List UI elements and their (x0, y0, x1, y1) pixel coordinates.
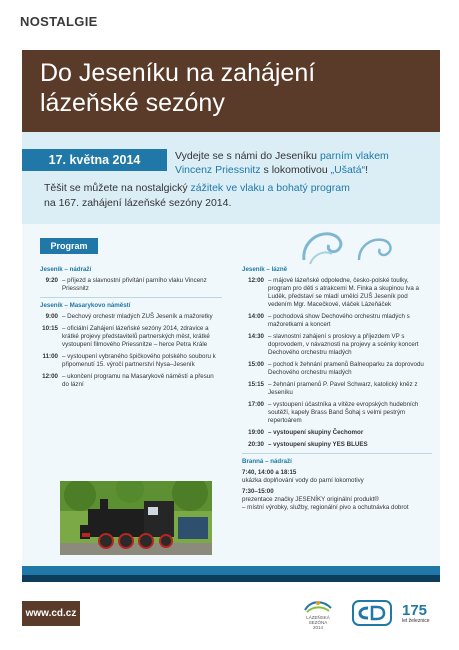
schedule-text: – příjezd a slavnostní přivítání parního vlaku Vincenz Priessnitz (62, 277, 207, 292)
logo-text: NOSTALGIE (20, 14, 98, 29)
schedule-time: 12:00 (248, 277, 264, 284)
schedule-text: – vystoupení účastníka a vítěze evropských hudebních soutěží, kapely Brass Band Šohaj s velmi pestrým repertoárem (268, 401, 419, 424)
schedule-time: 20:30 (248, 441, 264, 448)
schedule-time: 15:15 (248, 381, 264, 388)
intro-line-2 (175, 163, 368, 177)
schedule-time: 17:00 (248, 401, 264, 408)
schedule-time: 15:00 (248, 361, 264, 368)
branna-line-5: – místní výrobky, služby, regionální pivo a ochutnávka dobrot (242, 504, 409, 511)
intro-line-1 (175, 149, 389, 163)
schedule-time: 10:15 (42, 325, 58, 332)
program-left-column (40, 266, 222, 393)
schedule-item (40, 313, 222, 321)
schedule-item (40, 277, 222, 293)
schedule-time: 14:00 (248, 313, 264, 320)
spa-logo-line-2: 2014 (312, 625, 323, 630)
wave-ornament-icon (300, 226, 348, 268)
schedule-text: – oficiální Zahájení lázeňské sezóny 2014, zdravice a krátké projevy představitelů partnerských měst, krátké vystoupení filmového Priessnitze – herce Petra Krále (62, 325, 210, 348)
schedule-text: – májové lázeňské odpoledne, česko-polské toulky, program pro děti s atrakcemi M. Finka a skupinou Iva a Luděk, představí se mladí umělci ZUŠ Jeseník pod vedením Mgr. Macečkové, vláček Lázeňáček (268, 277, 419, 308)
anniversary-text: let železnice (402, 618, 430, 624)
schedule-item (242, 429, 432, 437)
schedule-text: – ukončení programu na Masarykově náměstí a přesun do lázní (62, 373, 214, 388)
train-name: Vincenz Priessnitz (175, 164, 261, 176)
wave-ornament-small-icon (355, 232, 397, 266)
page-title (22, 50, 440, 118)
schedule-text: – vystoupení vybraného špičkového polského souboru k připomenutí 15. výročí partnerství Nysa–Jeseník (62, 353, 216, 368)
intro-line-2-text: s lokomotivou (260, 164, 331, 176)
program-right-column (242, 266, 432, 512)
schedule-item (242, 361, 432, 377)
schedule-time: 9:00 (45, 313, 58, 320)
intro-band (22, 132, 440, 224)
intro-line-2-end: ! (365, 164, 368, 176)
date-badge: 17. května 2014 (22, 149, 167, 171)
schedule-item (242, 441, 432, 449)
schedule-item (242, 277, 432, 309)
schedule-time: 11:00 (42, 353, 58, 360)
schedule-item (242, 381, 432, 397)
branna-line-1: 7:40, 14:00 a 18:15 (242, 469, 297, 476)
schedule-item (40, 373, 222, 389)
divider (242, 453, 432, 454)
schedule-text: – slavnostní zahájení s proslovy a příjezdem VP s doprovodem, v návaznosti na projevy a scénky koncert Dechového orchestru mladých (268, 333, 419, 356)
schedule-text: – pochod k žehnání pramenů Balneoparku za doprovodu Dechového orchestru mladých (268, 361, 424, 376)
intro-line-4: na 167. zahájení lázeňské sezóny 2014. (44, 197, 232, 209)
branna-line-3: 7:30–15:00 (242, 488, 274, 495)
spa-season-logo (298, 598, 338, 630)
schedule-text: – žehnání pramenů P. Pavel Schwarz, katolický kněz z Jeseníku (268, 381, 418, 396)
nostalgie-logo (20, 14, 98, 29)
schedule-time: 14:30 (248, 333, 264, 340)
schedule-item (242, 313, 432, 329)
schedule-text: – Dechový orchestr mladých ZUŠ Jeseník a mažoretky (62, 313, 213, 320)
locomotive-name: „Ušatá“ (330, 164, 366, 176)
schedule-item (242, 401, 432, 425)
divider (40, 297, 222, 298)
steam-locomotive-photo (60, 481, 212, 555)
branna-line-4: prezentace značky JESENÍKY originální produkt® (242, 496, 379, 503)
program-tab: Program (40, 238, 98, 254)
section-title: Jeseník – lázně (242, 266, 288, 273)
schedule-time: 12:00 (42, 373, 58, 380)
schedule-text: – pochodová show Dechového orchestru mladých s mažoretkami a koncert (268, 313, 410, 328)
footer-stripe-blue (22, 566, 440, 575)
schedule-text: – vystoupení skupiny YES BLUES (268, 441, 368, 448)
section-title: Branná – nádraží (242, 458, 292, 465)
section-title: Jeseník – nádraží (40, 266, 92, 273)
website-link[interactable]: www.cd.cz (22, 601, 80, 626)
intro-line-1-highlight: parním vlakem (319, 150, 389, 162)
anniversary-number: 175 (402, 602, 428, 619)
branna-line-2: ukázka doplňování vody do parní lokomotivy (242, 477, 364, 484)
title-line-1: Do Jeseníku na zahájení (40, 59, 316, 87)
schedule-item (40, 353, 222, 369)
spa-logo-line-1: LÁZEŇSKÁ SEZÓNA (306, 615, 330, 625)
schedule-time: 19:00 (248, 429, 264, 436)
schedule-time: 9:20 (45, 277, 58, 284)
intro-line-3-text: Těšit se můžete na nostalgický (44, 182, 191, 194)
title-banner (22, 50, 440, 132)
spa-wave-icon (303, 598, 333, 614)
schedule-text: – vystoupení skupiny Čechomor (268, 429, 364, 436)
schedule-item (242, 333, 432, 357)
intro-line-3 (44, 181, 350, 195)
section-title: Jeseník – Masarykovo náměstí (40, 302, 131, 309)
footer-stripe-navy (22, 575, 440, 582)
title-line-2: lázeňské sezóny (40, 89, 225, 117)
intro-line-3-highlight: zážitek ve vlaku a bohatý program (190, 182, 350, 194)
intro-line-1-text: Vydejte se s námi do Jeseníku (175, 150, 320, 162)
schedule-item (40, 325, 222, 349)
cd-railway-logo-icon (352, 600, 392, 626)
